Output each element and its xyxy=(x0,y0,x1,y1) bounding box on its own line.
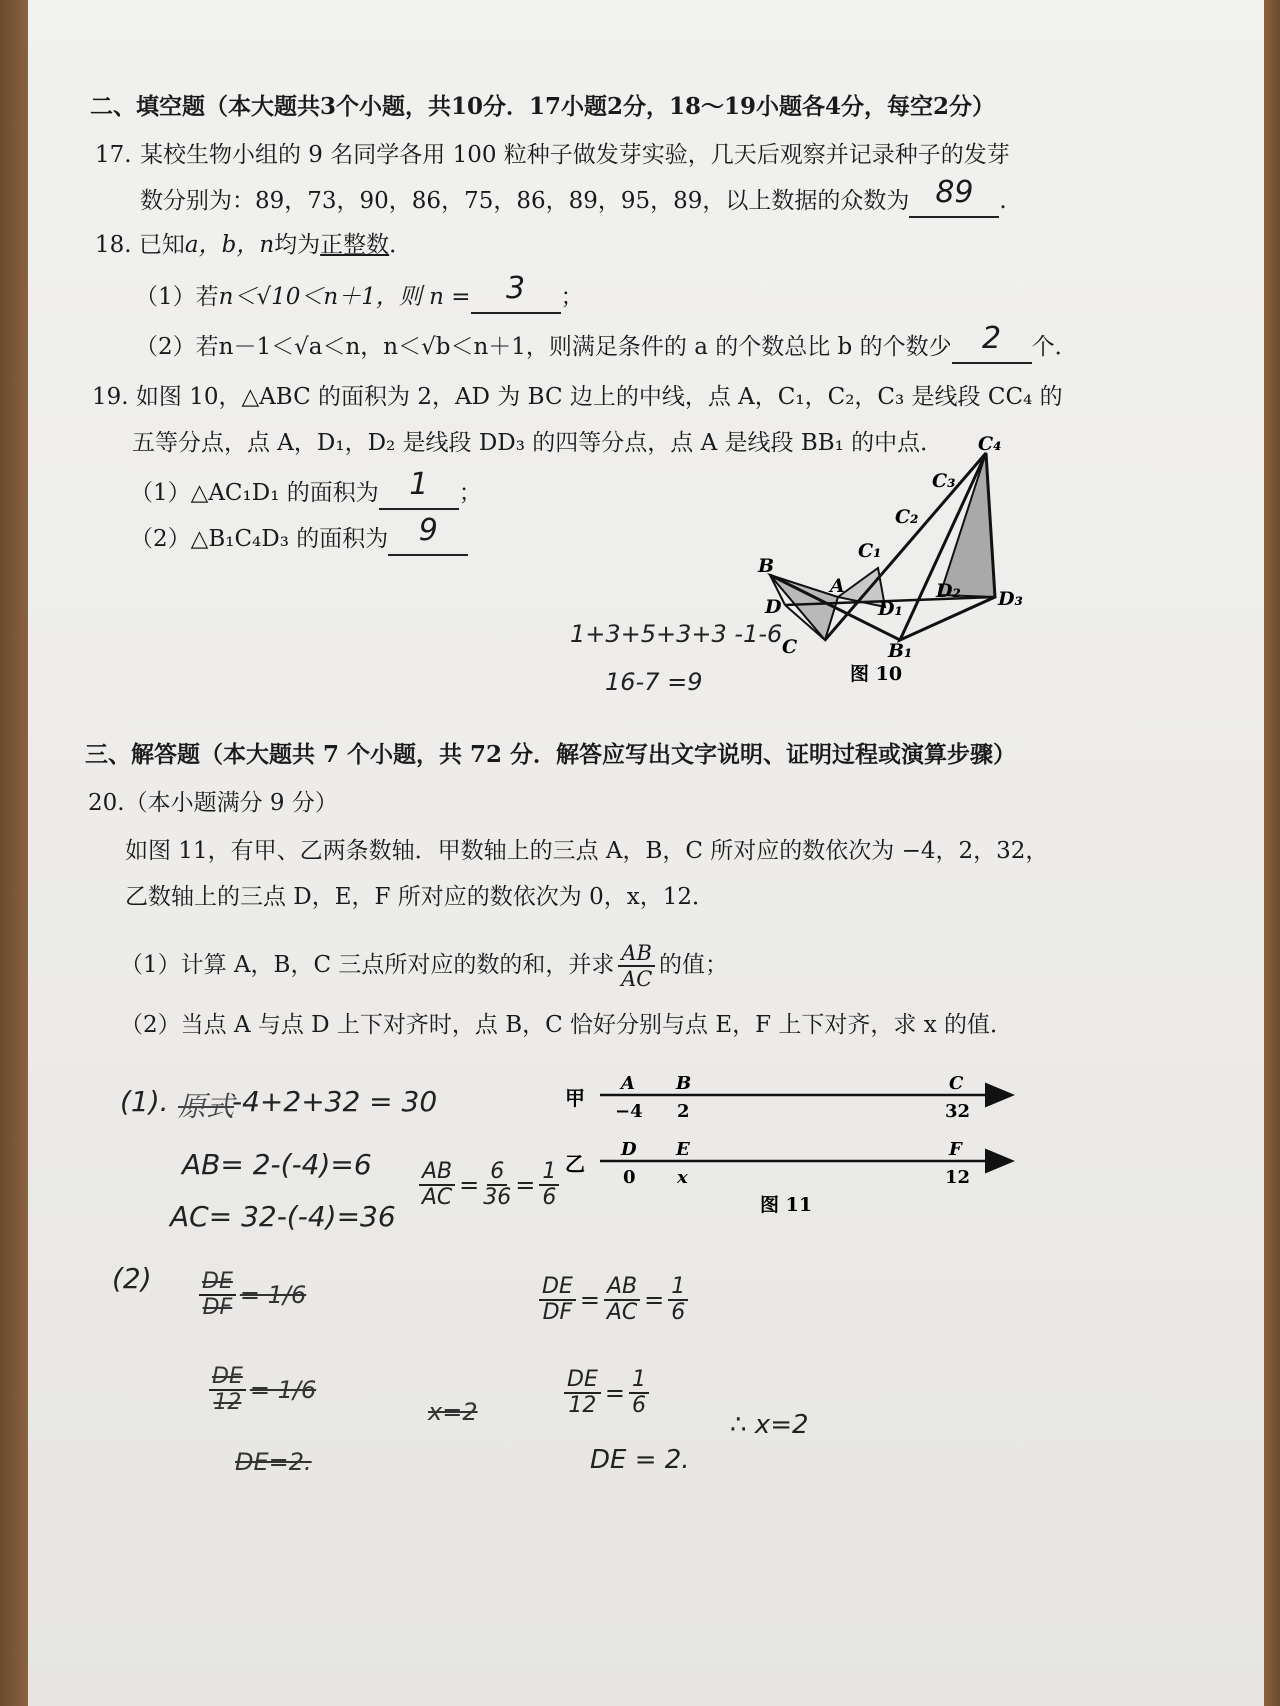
q19-scratch-work-1: 1+3+5+3+3 -1-6 xyxy=(570,620,783,648)
section-3-title: 三、解答题（本大题共 7 个小题，共 72 分．解答应写出文字说明、证明过程或演算步骤） xyxy=(85,741,1017,768)
label-C: C xyxy=(782,636,798,658)
point-A-label: A xyxy=(621,1073,635,1094)
q17-line2: 数分别为：89，73，90，86，75，86，89，95，89，以上数据的众数为 89 . xyxy=(140,184,1007,218)
label-D3: D₃ xyxy=(998,588,1023,610)
axis-name-jia: 甲 xyxy=(565,1086,585,1110)
q19-p1-blank xyxy=(379,467,459,510)
q19-part2: （2）△B₁C₄D₃ 的面积为 9 xyxy=(130,522,468,556)
q20-part2: （2）当点 A 与点 D 上下对齐时，点 B，C 恰好分别与点 E，F 上下对齐，求 x 的值． xyxy=(120,1012,1014,1038)
label-B1: B₁ xyxy=(888,640,913,662)
struck-step-1: $\frac{DE}{DF}$ = 1/6 xyxy=(195,1270,306,1320)
struck-step-3: DE=2. xyxy=(235,1448,312,1476)
label-C1: C₁ xyxy=(858,540,882,562)
desk-right-edge xyxy=(1264,0,1280,1706)
label-D1: D₁ xyxy=(878,598,903,620)
point-B-value: 2 xyxy=(677,1101,690,1122)
point-E-value: x xyxy=(677,1167,688,1188)
struck-step-2: $\frac{DE}{12}$ = 1/6 xyxy=(205,1365,316,1415)
work-ratio: $\frac{AB}{AC}$ = $\frac{6}{36}$ = $\frac{1}{6}$ xyxy=(415,1160,563,1210)
figure-11 xyxy=(555,1065,1025,1225)
label-C4: C₄ xyxy=(978,435,1002,455)
q20-part1: （1）计算 A，B，C 三点所对应的数的和，并求 $\frac{AB}{AC}$ 的值； xyxy=(120,941,728,991)
axis-name-yi: 乙 xyxy=(565,1152,585,1176)
q19-p2-handwritten-answer: 9 xyxy=(418,513,438,548)
q17-number: 17. xyxy=(95,142,132,168)
point-F-value: 12 xyxy=(945,1167,971,1188)
q19-line1: 19. 如图 10，△ABC 的面积为 2，AD 为 BC 边上的中线，点 A，C₁，C₂，C₃ 是线段 CC₄ 的 xyxy=(92,384,1063,410)
work-1-sum: -4+2+32 = 30 xyxy=(232,1085,438,1118)
point-E-label: E xyxy=(676,1139,690,1160)
q19-p2-blank xyxy=(388,513,468,556)
q20-line2: 乙数轴上的三点 D，E，F 所对应的数依次为 0，x，12． xyxy=(125,884,715,910)
figure-11-caption: 图 11 xyxy=(760,1194,813,1216)
work-AC: AC= 32-(-4)=36 xyxy=(170,1200,396,1233)
final-DE: DE = 2. xyxy=(590,1445,690,1475)
q18-stem: 18. 已知a，b，n均为正整数． xyxy=(95,232,413,258)
q20-line1: 如图 11，有甲、乙两条数轴．甲数轴上的三点 A，B，C 所对应的数依次为 −4，2，32， xyxy=(125,838,1049,864)
label-D2: D₂ xyxy=(936,580,961,602)
final-equation: $\frac{DE}{12}$ = $\frac{1}{6}$ xyxy=(560,1368,653,1418)
q18-p1-handwritten-answer: 3 xyxy=(505,271,526,306)
figure-10-caption: 图 10 xyxy=(850,663,903,685)
label-B: B xyxy=(758,555,775,577)
point-C-value: 32 xyxy=(945,1101,971,1122)
desk-left-edge xyxy=(0,0,28,1706)
q19-p1-handwritten-answer: 1 xyxy=(409,467,429,502)
q17-handwritten-answer: 89 xyxy=(935,175,974,210)
point-B-label: B xyxy=(676,1073,692,1094)
q19-part1: （1）△AC₁D₁ 的面积为 1 ； xyxy=(130,476,482,510)
q18-part1: （1）若n＜√10＜n＋1，则 n = 3 ； xyxy=(135,280,584,314)
label-C3: C₃ xyxy=(932,470,956,492)
point-D-label: D xyxy=(621,1139,637,1160)
point-F-label: F xyxy=(949,1139,962,1160)
label-A: A xyxy=(830,575,845,597)
q18-p2-blank xyxy=(952,321,1032,364)
work-2-label: (2) xyxy=(112,1262,152,1295)
section-2-title: 二、填空题（本大题共3个小题，共10分．17小题2分，18～19小题各4分，每空2分） xyxy=(90,93,996,120)
q20-header: 20.（本小题满分 9 分） xyxy=(88,790,338,816)
work-1-label: (1). xyxy=(120,1085,169,1118)
q20-fraction-AB-AC: $\frac{AB}{AC}$ xyxy=(618,941,655,991)
point-C-label: C xyxy=(949,1073,964,1094)
q19-scratch-work-2: 16-7 =9 xyxy=(605,668,703,696)
work-AB: AB= 2-(-4)=6 xyxy=(182,1148,372,1181)
q18-part2: （2）若n－1＜√a＜n，n＜√b＜n＋1，则满足条件的 a 的个数总比 b 的个数少 2 个． xyxy=(135,330,1078,364)
q18-p2-handwritten-answer: 2 xyxy=(982,321,1002,356)
q19-line2: 五等分点，点 A，D₁，D₂ 是线段 DD₃ 的四等分点，点 A 是线段 BB₁ 的中点． xyxy=(132,430,944,456)
final-ratio: $\frac{DE}{DF}$ = $\frac{AB}{AC}$ = $\frac{1}{6}$ xyxy=(535,1275,692,1325)
label-D: D xyxy=(765,596,782,618)
q18-p1-blank xyxy=(471,271,561,314)
final-answer-x: ∴ x=2 xyxy=(730,1410,809,1440)
q17-line1: 某校生物小组的 9 名同学各用 100 粒种子做发芽实验，几天后观察并记录种子的发芽 xyxy=(140,142,1010,168)
q17-answer-blank xyxy=(909,175,999,218)
figure-10 xyxy=(750,435,1050,695)
label-C2: C₂ xyxy=(895,506,919,528)
work-1-struck: 原式 xyxy=(178,1090,235,1123)
point-A-value: −4 xyxy=(615,1101,643,1122)
point-D-value: 0 xyxy=(623,1167,636,1188)
struck-step-4: x=2 xyxy=(428,1398,478,1426)
